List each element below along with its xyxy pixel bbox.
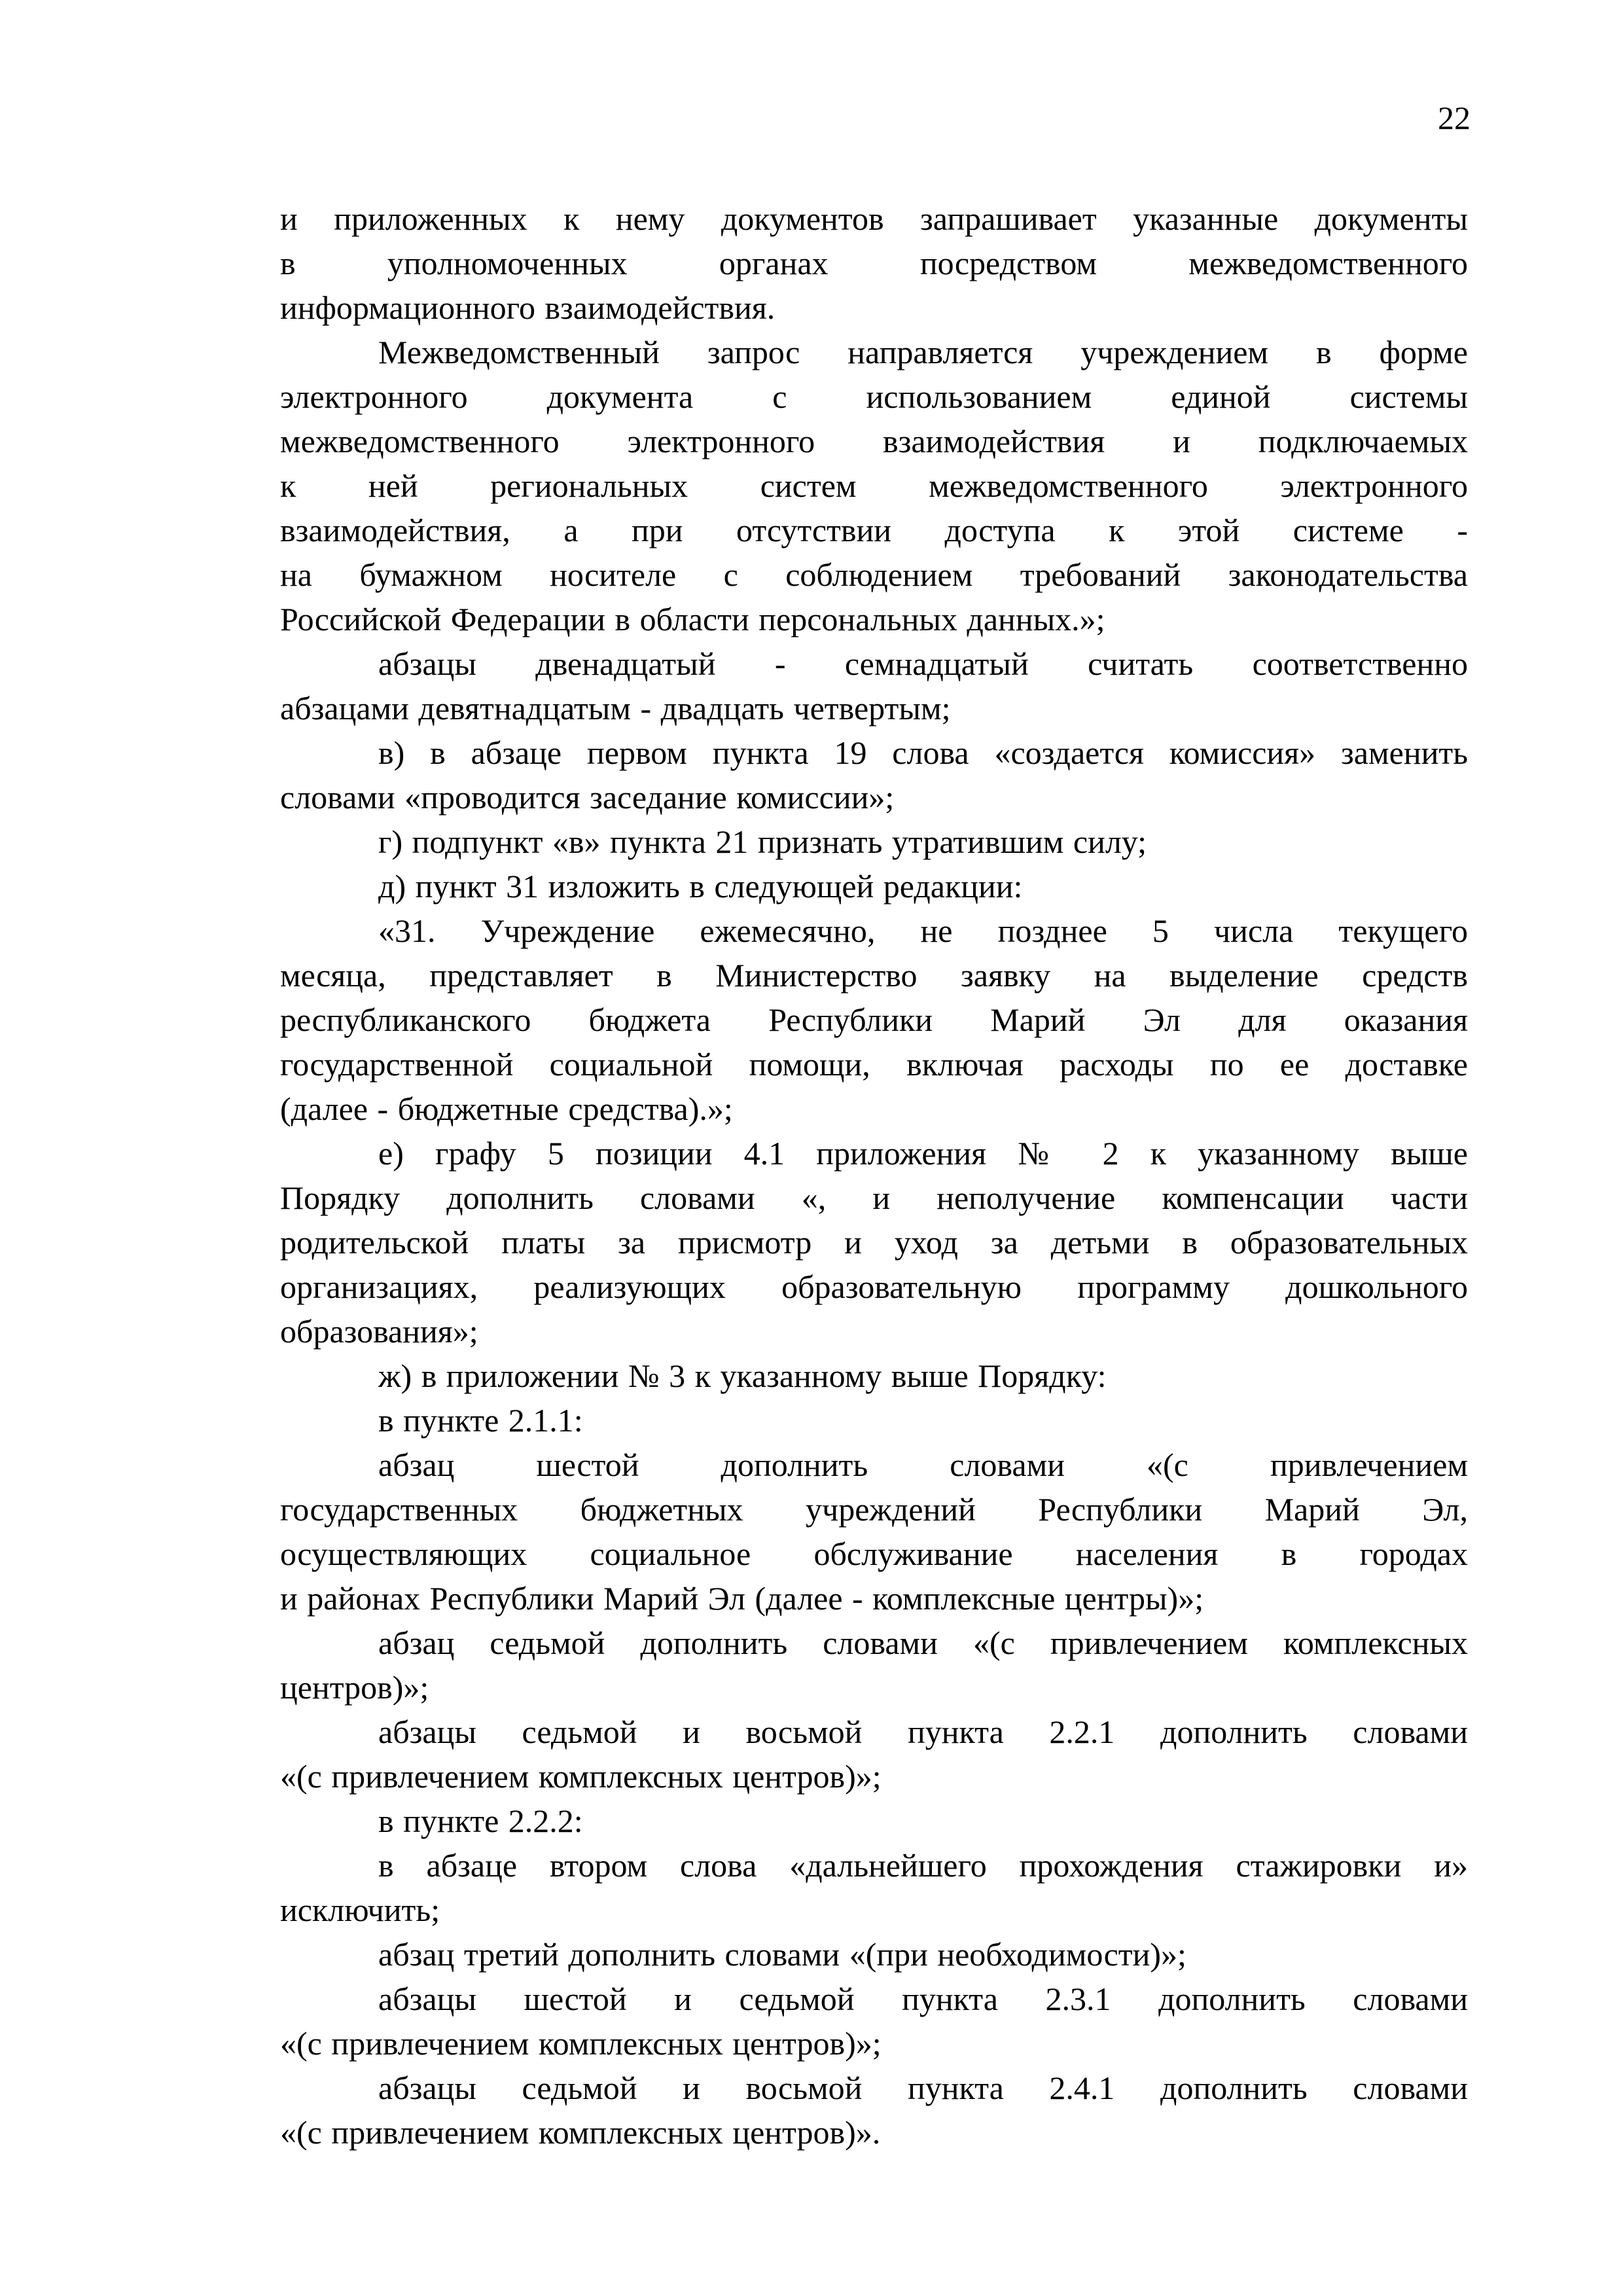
paragraph	[280, 2066, 1468, 2155]
text-line: «(с привлечением комплексных центров)»;	[280, 2025, 882, 2062]
text-line: словами «проводится заседание комиссии»;	[280, 779, 895, 816]
text-line: осуществляющих социальное обслуживание населения в городах	[280, 1535, 1468, 1572]
paragraph	[280, 730, 1468, 819]
text-line: «31. Учреждение ежемесячно, не позднее 5 числа текущего	[378, 912, 1468, 949]
text-line: г) подпункт «в» пункта 21 признать утратившим силу;	[378, 823, 1147, 860]
paragraph	[280, 908, 1468, 1131]
text-line: республиканского бюджета Республики Марий Эл для оказания	[280, 1001, 1468, 1038]
text-line: и приложенных к нему документов запрашивает указанные документы	[280, 200, 1468, 237]
text-line: Порядку дополнить словами «, и неполучение компенсации части	[280, 1179, 1468, 1216]
paragraph	[280, 641, 1468, 730]
text-line: электронного документа с использованием единой системы	[280, 378, 1468, 415]
text-line: в пункте 2.1.1:	[378, 1402, 583, 1439]
page-number: 22	[1438, 99, 1471, 136]
text-line: родительской платы за присмотр и уход за детьми в образовательных	[280, 1224, 1468, 1261]
text-line: государственных бюджетных учреждений Республики Марий Эл,	[280, 1491, 1468, 1528]
text-line: организациях, реализующих образовательную программу дошкольного	[280, 1268, 1468, 1305]
text-line: в пункте 2.2.2:	[378, 1803, 583, 1839]
text-line: (далее - бюджетные средства).»;	[280, 1090, 733, 1127]
text-line: в абзаце втором слова «дальнейшего прохождения стажировки и»	[378, 1847, 1468, 1884]
paragraph	[280, 864, 1468, 908]
text-line: е) графу 5 позиции 4.1 приложения № 2 к указанному выше	[378, 1135, 1468, 1172]
text-line: абзацы шестой и седьмой пункта 2.3.1 дополнить словами	[378, 1981, 1468, 2017]
paragraph	[280, 1398, 1468, 1443]
text-line: на бумажном носителе с соблюдением требований законодательства	[280, 556, 1468, 593]
text-line: и районах Республики Марий Эл (далее - комплексные центры)»;	[280, 1580, 1204, 1617]
paragraph	[280, 1932, 1468, 1977]
paragraph	[280, 196, 1468, 330]
document-body	[280, 196, 1468, 2155]
paragraph	[280, 1977, 1468, 2066]
text-line: информационного взаимодействия.	[280, 289, 776, 326]
text-line: Российской Федерации в области персональных данных.»;	[280, 601, 1105, 637]
text-line: абзацы седьмой и восьмой пункта 2.4.1 дополнить словами	[378, 2070, 1468, 2106]
paragraph	[280, 330, 1468, 641]
text-line: абзацами девятнадцатым - двадцать четвертым;	[280, 690, 951, 726]
paragraph	[280, 1443, 1468, 1621]
text-line: абзацы седьмой и восьмой пункта 2.2.1 дополнить словами	[378, 1713, 1468, 1750]
text-line: в) в абзаце первом пункта 19 слова «создается комиссия» заменить	[378, 734, 1468, 771]
text-line: образования»;	[280, 1313, 478, 1350]
text-line: ж) в приложении № 3 к указанному выше Порядку:	[378, 1357, 1107, 1394]
text-line: «(с привлечением комплексных центров)».	[280, 2114, 881, 2151]
paragraph	[280, 819, 1468, 864]
text-line: исключить;	[280, 1892, 440, 1928]
paragraph	[280, 1710, 1468, 1799]
text-line: в уполномоченных органах посредством межведомственного	[280, 245, 1468, 281]
text-line: абзац седьмой дополнить словами «(с привлечением комплексных	[378, 1624, 1468, 1661]
text-line: центров)»;	[280, 1669, 429, 1706]
paragraph	[280, 1131, 1468, 1354]
text-line: месяца, представляет в Министерство заявку на выделение средств	[280, 957, 1468, 994]
text-line: к ней региональных систем межведомственного электронного	[280, 467, 1468, 504]
paragraph	[280, 1843, 1468, 1932]
text-line: межведомственного электронного взаимодействия и подключаемых	[280, 423, 1468, 459]
text-line: «(с привлечением комплексных центров)»;	[280, 1758, 882, 1795]
paragraph	[280, 1621, 1468, 1710]
text-line: государственной социальной помощи, включая расходы по ее доставке	[280, 1046, 1468, 1083]
text-line: абзац шестой дополнить словами «(с привлечением	[378, 1446, 1468, 1483]
text-line: Межведомственный запрос направляется учреждением в форме	[378, 334, 1468, 370]
text-line: взаимодействия, а при отсутствии доступа к этой системе -	[280, 512, 1468, 548]
paragraph	[280, 1354, 1468, 1398]
text-line: д) пункт 31 изложить в следующей редакции:	[378, 868, 1023, 905]
text-line: абзац третий дополнить словами «(при необходимости)»;	[378, 1936, 1186, 1973]
paragraph	[280, 1799, 1468, 1843]
text-line: абзацы двенадцатый - семнадцатый считать соответственно	[378, 645, 1468, 682]
